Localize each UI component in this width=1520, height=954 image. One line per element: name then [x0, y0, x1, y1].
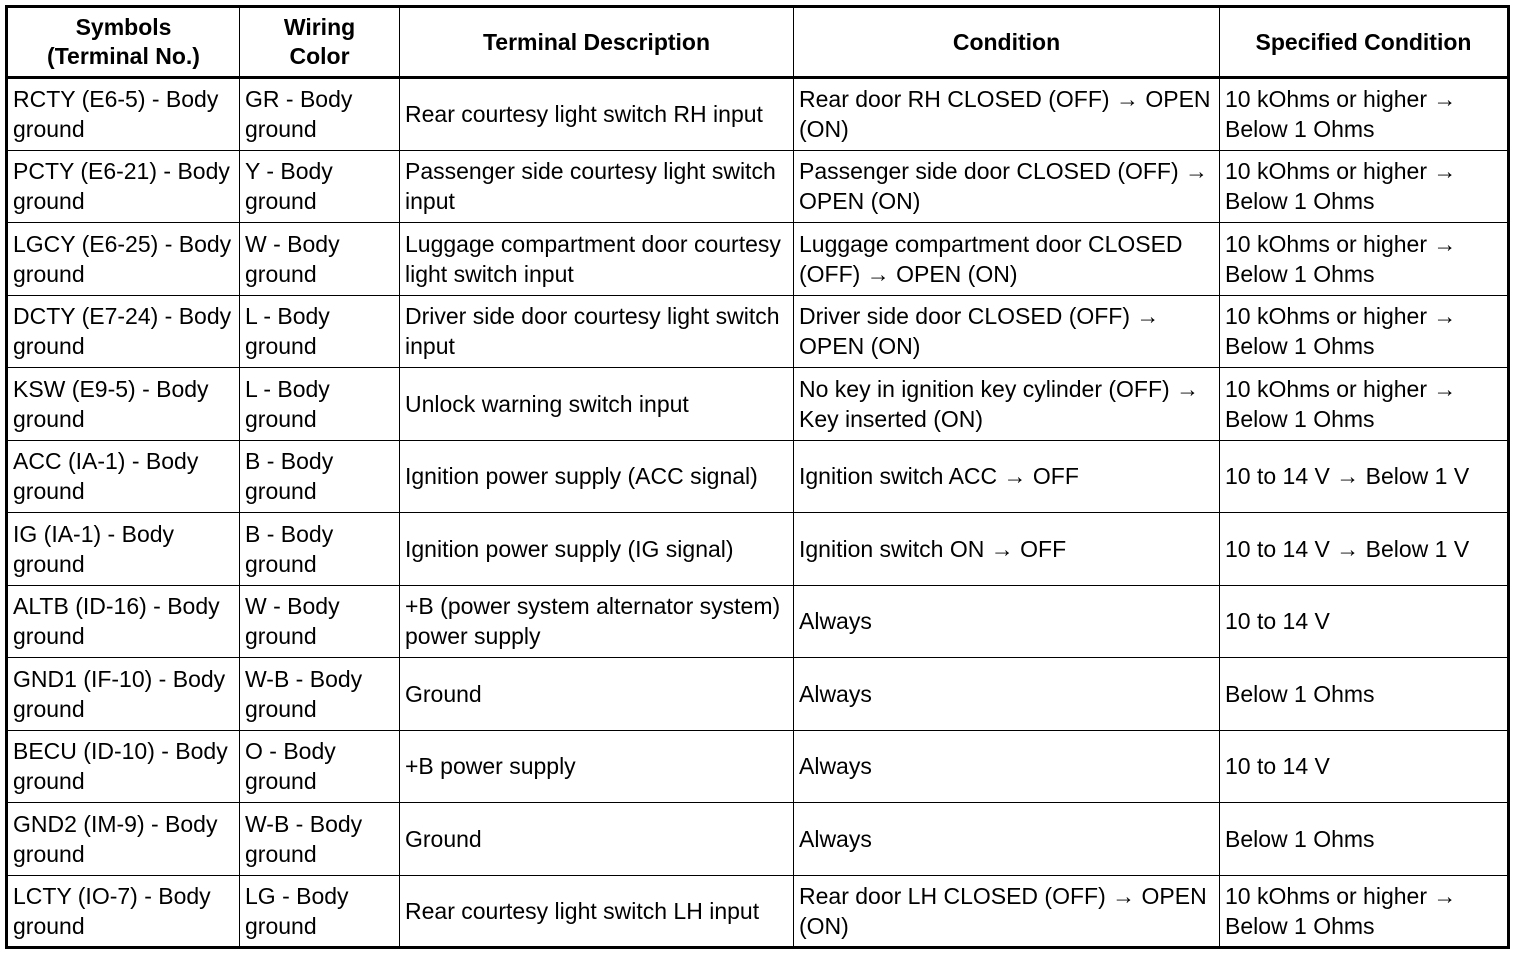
specified-condition-cell: 10 to 14 V	[1220, 730, 1509, 803]
condition-cell: Driver side door CLOSED (OFF) → OPEN (ON)	[794, 295, 1220, 368]
specified-condition-cell: Below 1 Ohms	[1220, 658, 1509, 731]
symbol-cell: GND1 (IF-10) - Body ground	[7, 658, 240, 731]
wiring-color-cell: L - Body ground	[240, 295, 400, 368]
specified-condition-cell: 10 kOhms or higher → Below 1 Ohms	[1220, 223, 1509, 296]
terminal-description-cell: Ground	[400, 658, 794, 731]
condition-cell: Always	[794, 585, 1220, 658]
table-body	[7, 78, 1509, 948]
table-row	[7, 368, 1509, 441]
condition-cell: Ignition switch ON → OFF	[794, 513, 1220, 586]
specified-condition-cell: 10 to 14 V → Below 1 V	[1220, 513, 1509, 586]
specified-condition-cell: 10 to 14 V	[1220, 585, 1509, 658]
condition-cell: Luggage compartment door CLOSED (OFF) → OPEN (ON)	[794, 223, 1220, 296]
condition-cell: Always	[794, 730, 1220, 803]
terminal-description-cell: Passenger side courtesy light switch input	[400, 150, 794, 223]
header-symbols: Symbols (Terminal No.)	[7, 7, 240, 78]
specified-condition-cell: Below 1 Ohms	[1220, 803, 1509, 876]
wiring-color-cell: B - Body ground	[240, 440, 400, 513]
condition-cell: Rear door LH CLOSED (OFF) → OPEN (ON)	[794, 875, 1220, 948]
table-row	[7, 440, 1509, 513]
table-row	[7, 150, 1509, 223]
wiring-color-cell: W - Body ground	[240, 223, 400, 296]
condition-cell: Always	[794, 803, 1220, 876]
symbol-cell: LCTY (IO-7) - Body ground	[7, 875, 240, 948]
header-specified-condition: Specified Condition	[1220, 7, 1509, 78]
terminal-description-cell: Luggage compartment door courtesy light switch input	[400, 223, 794, 296]
table-row	[7, 803, 1509, 876]
condition-cell: Rear door RH CLOSED (OFF) → OPEN (ON)	[794, 78, 1220, 151]
specified-condition-cell: 10 to 14 V → Below 1 V	[1220, 440, 1509, 513]
specified-condition-cell: 10 kOhms or higher → Below 1 Ohms	[1220, 875, 1509, 948]
wiring-color-cell: W-B - Body ground	[240, 658, 400, 731]
symbol-cell: PCTY (E6-21) - Body ground	[7, 150, 240, 223]
symbol-cell: DCTY (E7-24) - Body ground	[7, 295, 240, 368]
symbol-cell: IG (IA-1) - Body ground	[7, 513, 240, 586]
table-row	[7, 875, 1509, 948]
table-row	[7, 658, 1509, 731]
header-terminal-description: Terminal Description	[400, 7, 794, 78]
condition-cell: Always	[794, 658, 1220, 731]
terminal-description-cell: Ground	[400, 803, 794, 876]
condition-cell: No key in ignition key cylinder (OFF) → Key inserted (ON)	[794, 368, 1220, 441]
symbol-cell: LGCY (E6-25) - Body ground	[7, 223, 240, 296]
specified-condition-cell: 10 kOhms or higher → Below 1 Ohms	[1220, 150, 1509, 223]
table-row	[7, 513, 1509, 586]
condition-cell: Ignition switch ACC → OFF	[794, 440, 1220, 513]
terminal-description-cell: Rear courtesy light switch RH input	[400, 78, 794, 151]
wiring-color-cell: W - Body ground	[240, 585, 400, 658]
wiring-color-cell: L - Body ground	[240, 368, 400, 441]
header-wiring-color: Wiring Color	[240, 7, 400, 78]
header-row	[7, 7, 1509, 78]
table-header	[7, 7, 1509, 78]
specified-condition-cell: 10 kOhms or higher → Below 1 Ohms	[1220, 295, 1509, 368]
wiring-color-cell: B - Body ground	[240, 513, 400, 586]
terminal-description-cell: Unlock warning switch input	[400, 368, 794, 441]
table-row	[7, 223, 1509, 296]
symbol-cell: GND2 (IM-9) - Body ground	[7, 803, 240, 876]
table-row	[7, 585, 1509, 658]
wiring-color-cell: LG - Body ground	[240, 875, 400, 948]
table-row	[7, 730, 1509, 803]
header-condition: Condition	[794, 7, 1220, 78]
table-row	[7, 78, 1509, 151]
symbol-cell: BECU (ID-10) - Body ground	[7, 730, 240, 803]
terminal-spec-table	[5, 5, 1510, 949]
symbol-cell: RCTY (E6-5) - Body ground	[7, 78, 240, 151]
table-row	[7, 295, 1509, 368]
wiring-color-cell: Y - Body ground	[240, 150, 400, 223]
wiring-color-cell: W-B - Body ground	[240, 803, 400, 876]
symbol-cell: KSW (E9-5) - Body ground	[7, 368, 240, 441]
specified-condition-cell: 10 kOhms or higher → Below 1 Ohms	[1220, 78, 1509, 151]
specified-condition-cell: 10 kOhms or higher → Below 1 Ohms	[1220, 368, 1509, 441]
terminal-table-container	[5, 5, 1510, 949]
terminal-description-cell: Rear courtesy light switch LH input	[400, 875, 794, 948]
terminal-description-cell: Ignition power supply (ACC signal)	[400, 440, 794, 513]
terminal-description-cell: Driver side door courtesy light switch input	[400, 295, 794, 368]
terminal-description-cell: +B (power system alternator system) power supply	[400, 585, 794, 658]
terminal-description-cell: Ignition power supply (IG signal)	[400, 513, 794, 586]
symbol-cell: ACC (IA-1) - Body ground	[7, 440, 240, 513]
symbol-cell: ALTB (ID-16) - Body ground	[7, 585, 240, 658]
wiring-color-cell: GR - Body ground	[240, 78, 400, 151]
condition-cell: Passenger side door CLOSED (OFF) → OPEN (ON)	[794, 150, 1220, 223]
terminal-description-cell: +B power supply	[400, 730, 794, 803]
wiring-color-cell: O - Body ground	[240, 730, 400, 803]
